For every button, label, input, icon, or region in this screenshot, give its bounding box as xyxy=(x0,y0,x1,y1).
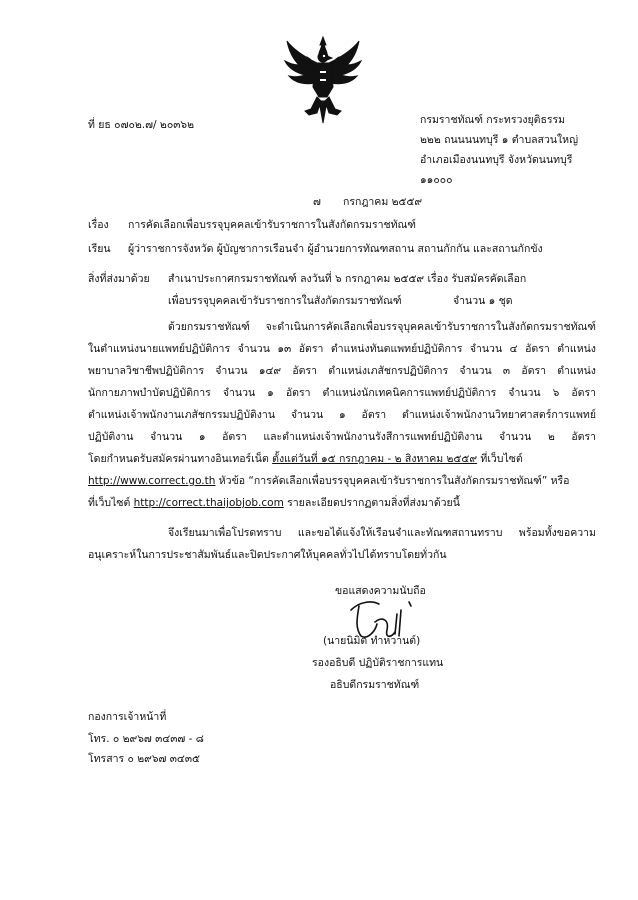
body-text: อัตรา xyxy=(525,343,550,355)
body-text: อนุเคราะห์ในการประชาสัมพันธ์และปิดประกาศให้บุคคลทั่วไปได้ทราบโดยทั่วกัน xyxy=(88,549,447,561)
body-text: ในตำแหน่งนายแพทย์ปฏิบัติการ xyxy=(88,343,231,355)
website-link-correct[interactable]: http://www.correct.go.th xyxy=(88,475,216,487)
body-text: ๑๔๙ xyxy=(258,365,282,377)
fax: โทรสาร ๐ ๒๙๖๗ ๓๔๓๕ xyxy=(88,753,200,765)
recipient-row xyxy=(88,242,543,256)
body-text: อัตรา xyxy=(571,431,596,443)
body-text: และตำแหน่งเจ้าพนักงานรังสีการแพทย์ปฏิบัติงาน xyxy=(263,431,483,443)
body-text: ตำแหน่งทันตแพทย์ปฏิบัติการ xyxy=(330,343,463,355)
body-line-5 xyxy=(88,408,596,422)
enclosure-quantity: จำนวน ๑ ชุด xyxy=(453,295,513,307)
body-text: จำนวน xyxy=(508,387,541,399)
signer-title-1: รองอธิบดี ปฏิบัติราชการแทน xyxy=(312,657,444,669)
body-text: ๓ xyxy=(502,365,511,377)
signer-title-2: อธิบดีกรมราชทัณฑ์ xyxy=(330,679,420,691)
body-text: จะดำเนินการคัดเลือกเพื่อบรรจุบุคคลเข้ารับราชการในสังกัดกรมราชทัณฑ์ xyxy=(265,321,596,333)
body-text: พร้อมทั้งขอความ xyxy=(518,527,596,539)
body-text: ๒ xyxy=(547,431,555,443)
body-text: ๑ xyxy=(267,387,274,399)
issuer-address-district: อำเภอเมืองนนทบุรี จังหวัดนนทบุรี xyxy=(420,154,573,166)
subject-text: การคัดเลือกเพื่อบรรจุบุคคลเข้ารับราชการในสังกัดกรมราชทัณฑ์ xyxy=(128,219,416,231)
body-text: โดยกำหนดรับสมัครผ่านทางอินเทอร์เน็ต xyxy=(88,453,273,465)
body-text: อัตรา xyxy=(521,365,546,377)
date-month-year: กรกฎาคม ๒๕๕๙ xyxy=(343,196,423,208)
body-text: ตำแหน่ง xyxy=(557,365,596,377)
subject-label: เรื่อง xyxy=(88,219,109,231)
body-text: ๑ xyxy=(339,409,346,421)
recipient-text: ผู้ว่าราชการจังหวัด ผู้บัญชาการเรือนจำ ผู้อำนวยการทัณฑสถาน สถานกักกัน และสถานกักขัง xyxy=(128,243,543,255)
body-text: อัตรา xyxy=(298,343,324,355)
date-day: ๗ xyxy=(313,196,321,208)
closing-para-line-1 xyxy=(168,526,596,540)
recipient-label: เรียน xyxy=(88,243,111,255)
body-text: ปฏิบัติงาน xyxy=(88,431,134,443)
garuda-emblem-icon xyxy=(283,35,363,125)
body-text: หัวข้อ “การคัดเลือกเพื่อบรรจุบุคคลเข้ารับราชการในสังกัดกรมราชทัณฑ์” หรือ xyxy=(215,475,570,487)
body-text: อัตรา xyxy=(292,365,318,377)
body-text: ด้วยกรมราชทัณฑ์ xyxy=(168,321,250,333)
body-text: ตำแหน่งเภสัชกรปฏิบัติการ xyxy=(328,365,449,377)
letter-date xyxy=(313,195,422,209)
body-text: จึงเรียนมาเพื่อโปรดทราบ xyxy=(168,527,282,539)
telephone: โทร. ๐ ๒๙๖๗ ๓๔๓๗ - ๘ xyxy=(88,733,204,745)
body-text: อัตรา xyxy=(222,431,247,443)
body-text: พยาบาลวิชาชีพปฏิบัติการ xyxy=(88,365,205,377)
website-link-thaijobjob[interactable]: http://correct.thaijobjob.com xyxy=(133,497,284,509)
body-text: จำนวน xyxy=(222,387,256,399)
body-line-2 xyxy=(88,342,596,356)
body-text: จำนวน xyxy=(149,431,183,443)
body-line-1 xyxy=(168,320,596,334)
body-text: ๔ xyxy=(509,343,518,355)
department-name: กองการเจ้าหน้าที่ xyxy=(88,711,167,723)
subject-row xyxy=(88,218,416,232)
enclosure-label: สิ่งที่ส่งมาด้วย xyxy=(88,273,150,285)
reference-number: ที่ ยธ ๐๗๐๒.๗/ ๒๐๓๖๒ xyxy=(88,119,194,131)
body-text: นักกายภาพบำบัดปฏิบัติการ xyxy=(88,387,211,399)
issuer-postcode: ๑๑๐๐๐ xyxy=(420,174,453,186)
issuer-address-street: ๒๒๒ ถนนนนทบุรี ๑ ตำบลสวนใหญ่ xyxy=(420,134,579,146)
body-text: จำนวน xyxy=(469,343,503,355)
body-text: รายละเอียดปรากฏตามสิ่งที่ส่งมาด้วยนี้ xyxy=(283,497,460,509)
body-text: จำนวน xyxy=(290,409,324,421)
body-text: ตำแหน่ง xyxy=(557,343,596,355)
enclosure-line-1: สำเนาประกาศกรมราชทัณฑ์ ลงวันที่ ๖ กรกฎาคม ๒๕๕๙ เรื่อง รับสมัครคัดเลือก xyxy=(168,273,527,285)
body-text: ตำแหน่งนักเทคนิคการแพทย์ปฏิบัติการ xyxy=(322,387,497,399)
body-line-8 xyxy=(88,474,596,488)
body-text: อัตรา xyxy=(285,387,311,399)
application-period: ตั้งแต่วันที่ ๑๕ กรกฎาคม - ๒ สิงหาคม ๒๕๕๙ xyxy=(272,453,478,465)
closing-para-line-2 xyxy=(88,548,596,562)
body-text: จำนวน xyxy=(498,431,532,443)
body-line-9 xyxy=(88,496,596,510)
enclosure-line-2: เพื่อบรรจุบุคคลเข้ารับราชการในสังกัดกรมราชทัณฑ์ xyxy=(168,295,402,307)
body-text: อัตรา xyxy=(361,409,387,421)
body-line-4 xyxy=(88,386,596,400)
signer-name: (นายนิมิต ทำหวานต์) xyxy=(323,635,421,647)
body-text: อัตรา xyxy=(571,387,596,399)
closing-salutation: ขอแสดงความนับถือ xyxy=(335,585,426,597)
body-text: และขอได้แจ้งให้เรือนจำและทัณฑสถานทราบ xyxy=(297,527,503,539)
body-text: จำนวน xyxy=(459,365,492,377)
body-text: ที่เว็บไซต์ xyxy=(477,453,523,465)
body-text: ตำแหน่งเจ้าพนักงานเภสัชกรรมปฏิบัติงาน xyxy=(88,409,276,421)
body-text: ๖ xyxy=(552,387,560,399)
body-line-6 xyxy=(88,430,596,444)
body-line-7 xyxy=(88,452,596,466)
body-text: ๑๓ xyxy=(277,343,292,355)
body-text: จำนวน xyxy=(237,343,270,355)
body-text: ๑ xyxy=(198,431,206,443)
body-line-3 xyxy=(88,364,596,378)
body-text: ตำแหน่งเจ้าพนักงานวิทยาศาสตร์การแพทย์ xyxy=(402,409,596,421)
issuer-name: กรมราชทัณฑ์ กระทรวงยุติธรรม xyxy=(420,114,566,126)
body-text: ที่เว็บไซต์ xyxy=(88,497,134,509)
body-text: จำนวน xyxy=(215,365,248,377)
